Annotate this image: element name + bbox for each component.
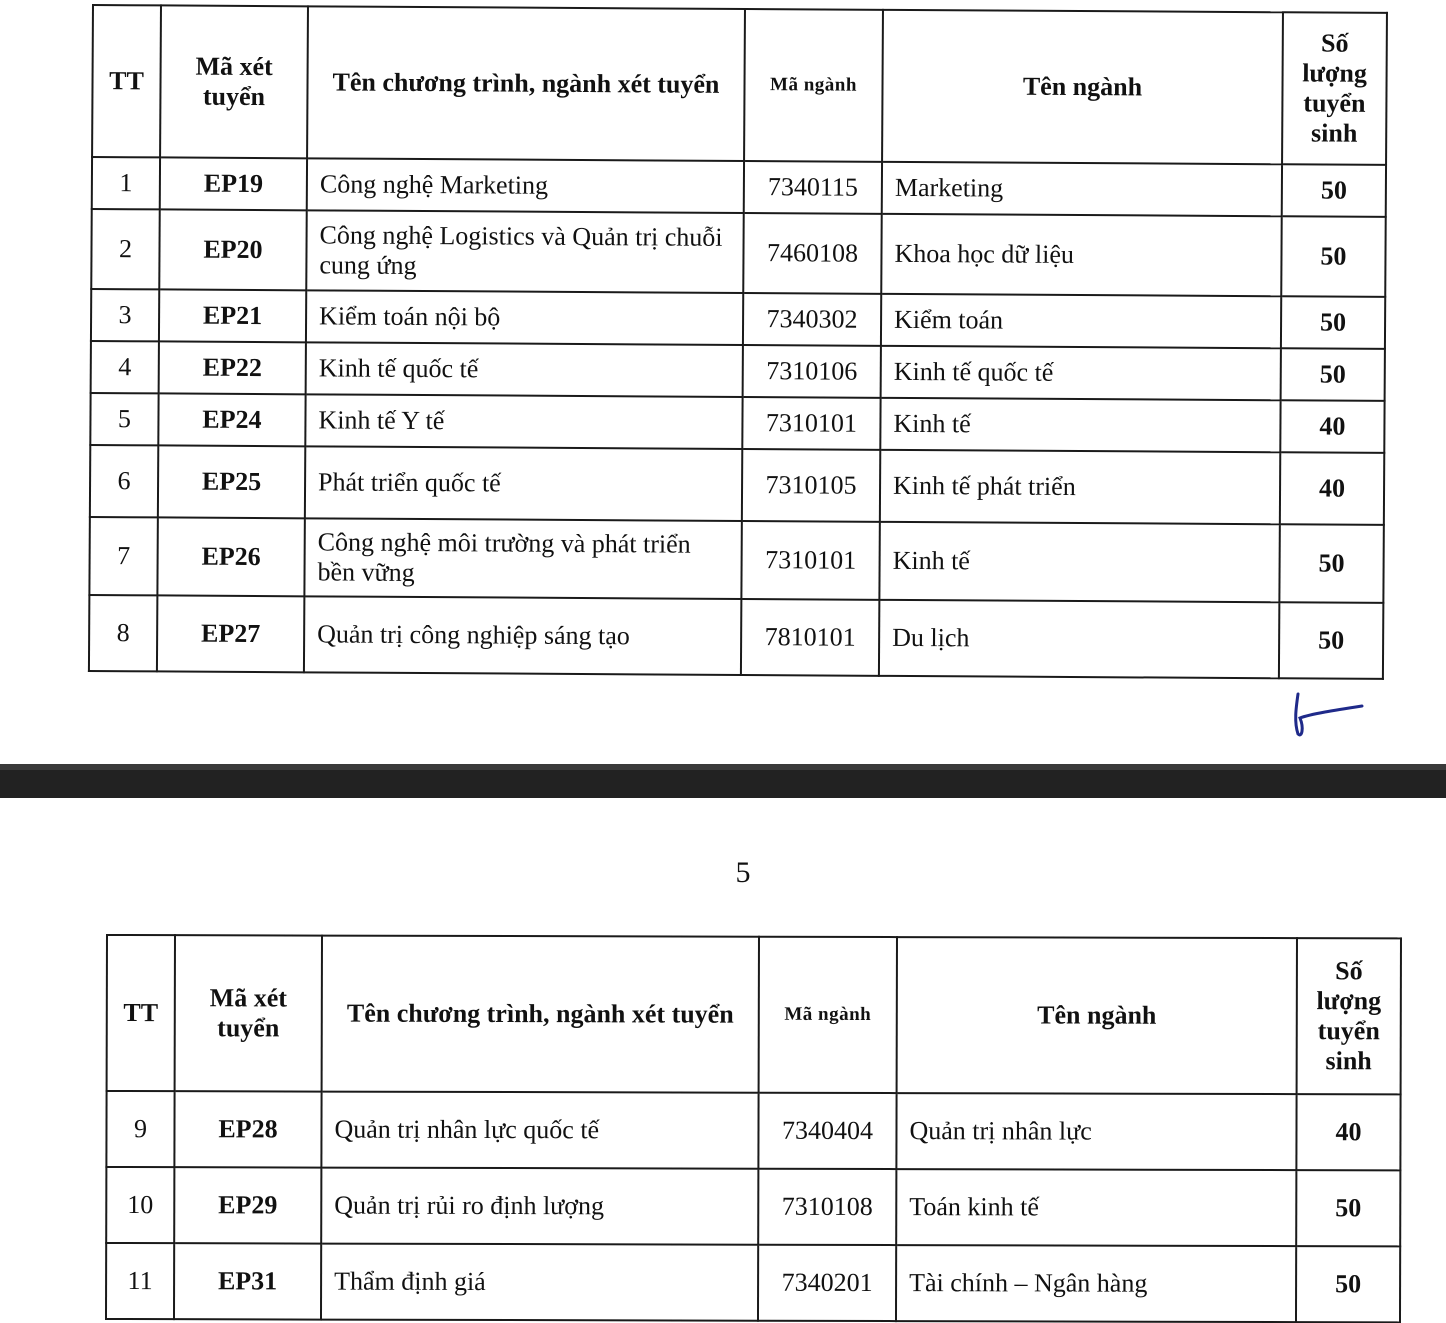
major-name-cell: Kiểm toán — [881, 294, 1281, 348]
table-row — [90, 393, 1384, 453]
program-name-cell: Kinh tế quốc tế — [306, 342, 743, 397]
quota-cell: 50 — [1296, 1246, 1400, 1322]
admission-code-cell: EP26 — [157, 517, 304, 596]
row-number: 2 — [91, 209, 159, 289]
major-code-cell: 7340404 — [758, 1093, 896, 1169]
row-number: 9 — [106, 1091, 174, 1167]
admission-code-cell: EP24 — [158, 393, 305, 446]
header-tt: TT — [92, 5, 161, 157]
quota-cell: 50 — [1279, 524, 1383, 603]
admission-code-cell: EP25 — [158, 445, 305, 518]
major-code-cell: 7310108 — [758, 1169, 896, 1245]
major-code-cell: 7810101 — [741, 599, 879, 676]
row-number: 4 — [91, 341, 159, 393]
program-name-cell: Công nghệ Marketing — [307, 158, 744, 213]
major-name-cell: Khoa học dữ liệu — [881, 214, 1281, 296]
program-name-cell: Quản trị nhân lực quốc tế — [321, 1092, 758, 1169]
admission-table-bottom — [105, 934, 1402, 1323]
admission-code-cell: EP19 — [160, 157, 307, 210]
header-quota: Số lượng tuyển sinh — [1282, 12, 1387, 165]
admission-code-cell: EP28 — [174, 1091, 321, 1167]
major-code-cell: 7310101 — [741, 521, 879, 600]
major-name-cell: Toán kinh tế — [896, 1169, 1296, 1246]
row-number: 7 — [89, 517, 157, 595]
admission-code-cell: EP22 — [159, 341, 306, 394]
admission-code-cell: EP20 — [159, 209, 306, 290]
header-major-code: Mã ngành — [759, 937, 897, 1093]
header-program-name: Tên chương trình, ngành xét tuyển — [322, 936, 759, 1093]
major-code-cell: 7310105 — [742, 449, 880, 522]
quota-cell: 50 — [1281, 296, 1385, 349]
header-tt: TT — [107, 935, 175, 1091]
quota-cell: 40 — [1280, 400, 1384, 453]
page-divider — [0, 764, 1446, 798]
header-program-name: Tên chương trình, ngành xét tuyển — [307, 6, 745, 161]
table-row — [91, 209, 1385, 297]
quota-cell: 40 — [1280, 452, 1384, 525]
program-name-cell: Công nghệ Logistics và Quản trị chuỗi cung ứng — [306, 210, 743, 293]
program-name-cell: Quản trị rủi ro định lượng — [321, 1168, 758, 1245]
table-row — [106, 1091, 1400, 1170]
major-code-cell: 7310101 — [742, 397, 880, 450]
row-number: 6 — [90, 445, 158, 517]
program-name-cell: Quản trị công nghiệp sáng tạo — [304, 596, 741, 675]
major-name-cell: Du lịch — [879, 600, 1279, 678]
row-number: 8 — [89, 595, 157, 671]
major-code-cell: 7460108 — [743, 213, 881, 294]
quota-cell: 50 — [1282, 164, 1386, 217]
header-major-code: Mã ngành — [744, 9, 883, 162]
admission-table-top — [88, 4, 1388, 680]
program-name-cell: Kiểm toán nội bộ — [306, 290, 743, 345]
table-row — [90, 445, 1384, 525]
major-code-cell: 7340302 — [743, 293, 881, 346]
quota-cell: 50 — [1279, 602, 1383, 679]
quota-cell: 40 — [1296, 1094, 1400, 1170]
row-number: 3 — [91, 289, 159, 341]
major-name-cell: Kinh tế phát triển — [880, 450, 1280, 524]
header-admission-code: Mã xét tuyển — [175, 935, 322, 1091]
major-name-cell: Marketing — [882, 162, 1282, 216]
major-code-cell: 7310106 — [743, 345, 881, 398]
table-body-top — [89, 157, 1386, 679]
table-body-bottom — [106, 1091, 1401, 1322]
table-row — [106, 1167, 1400, 1246]
major-name-cell: Tài chính – Ngân hàng — [896, 1245, 1296, 1322]
header-major-name: Tên ngành — [882, 10, 1283, 164]
header-admission-code: Mã xét tuyển — [160, 5, 308, 158]
row-number: 5 — [90, 393, 158, 445]
admission-code-cell: EP27 — [157, 595, 304, 672]
admission-code-cell: EP31 — [174, 1243, 321, 1319]
table-row — [89, 517, 1383, 603]
signature-mark — [1286, 688, 1366, 744]
major-name-cell: Kinh tế quốc tế — [881, 346, 1281, 400]
table-header-row — [92, 5, 1387, 165]
program-name-cell: Công nghệ môi trường và phát triển bền vững — [304, 518, 741, 599]
major-code-cell: 7340201 — [758, 1245, 896, 1321]
table-row — [92, 157, 1386, 217]
major-code-cell: 7340115 — [744, 161, 882, 214]
program-name-cell: Thẩm định giá — [321, 1244, 758, 1321]
program-name-cell: Phát triển quốc tế — [305, 446, 742, 521]
quota-cell: 50 — [1281, 216, 1385, 297]
page-number: 5 — [735, 856, 751, 889]
program-name-cell: Kinh tế Y tế — [305, 394, 742, 449]
quota-cell: 50 — [1296, 1170, 1400, 1246]
admission-code-cell: EP29 — [174, 1167, 321, 1243]
document-page-bottom — [0, 798, 1446, 1318]
major-name-cell: Kinh tế — [880, 398, 1280, 452]
row-number: 1 — [92, 157, 160, 209]
header-quota: Số lượng tuyển sinh — [1297, 938, 1401, 1094]
admission-code-cell: EP21 — [159, 289, 306, 342]
table-row — [91, 341, 1385, 401]
table-header-row — [107, 935, 1401, 1094]
table-row — [106, 1243, 1400, 1322]
header-major-name: Tên ngành — [897, 937, 1297, 1094]
major-name-cell: Quản trị nhân lực — [896, 1093, 1296, 1170]
table-row — [91, 289, 1385, 349]
row-number: 11 — [106, 1243, 174, 1319]
row-number: 10 — [106, 1167, 174, 1243]
major-name-cell: Kinh tế — [879, 522, 1279, 602]
quota-cell: 50 — [1281, 348, 1385, 401]
table-row — [89, 595, 1383, 679]
